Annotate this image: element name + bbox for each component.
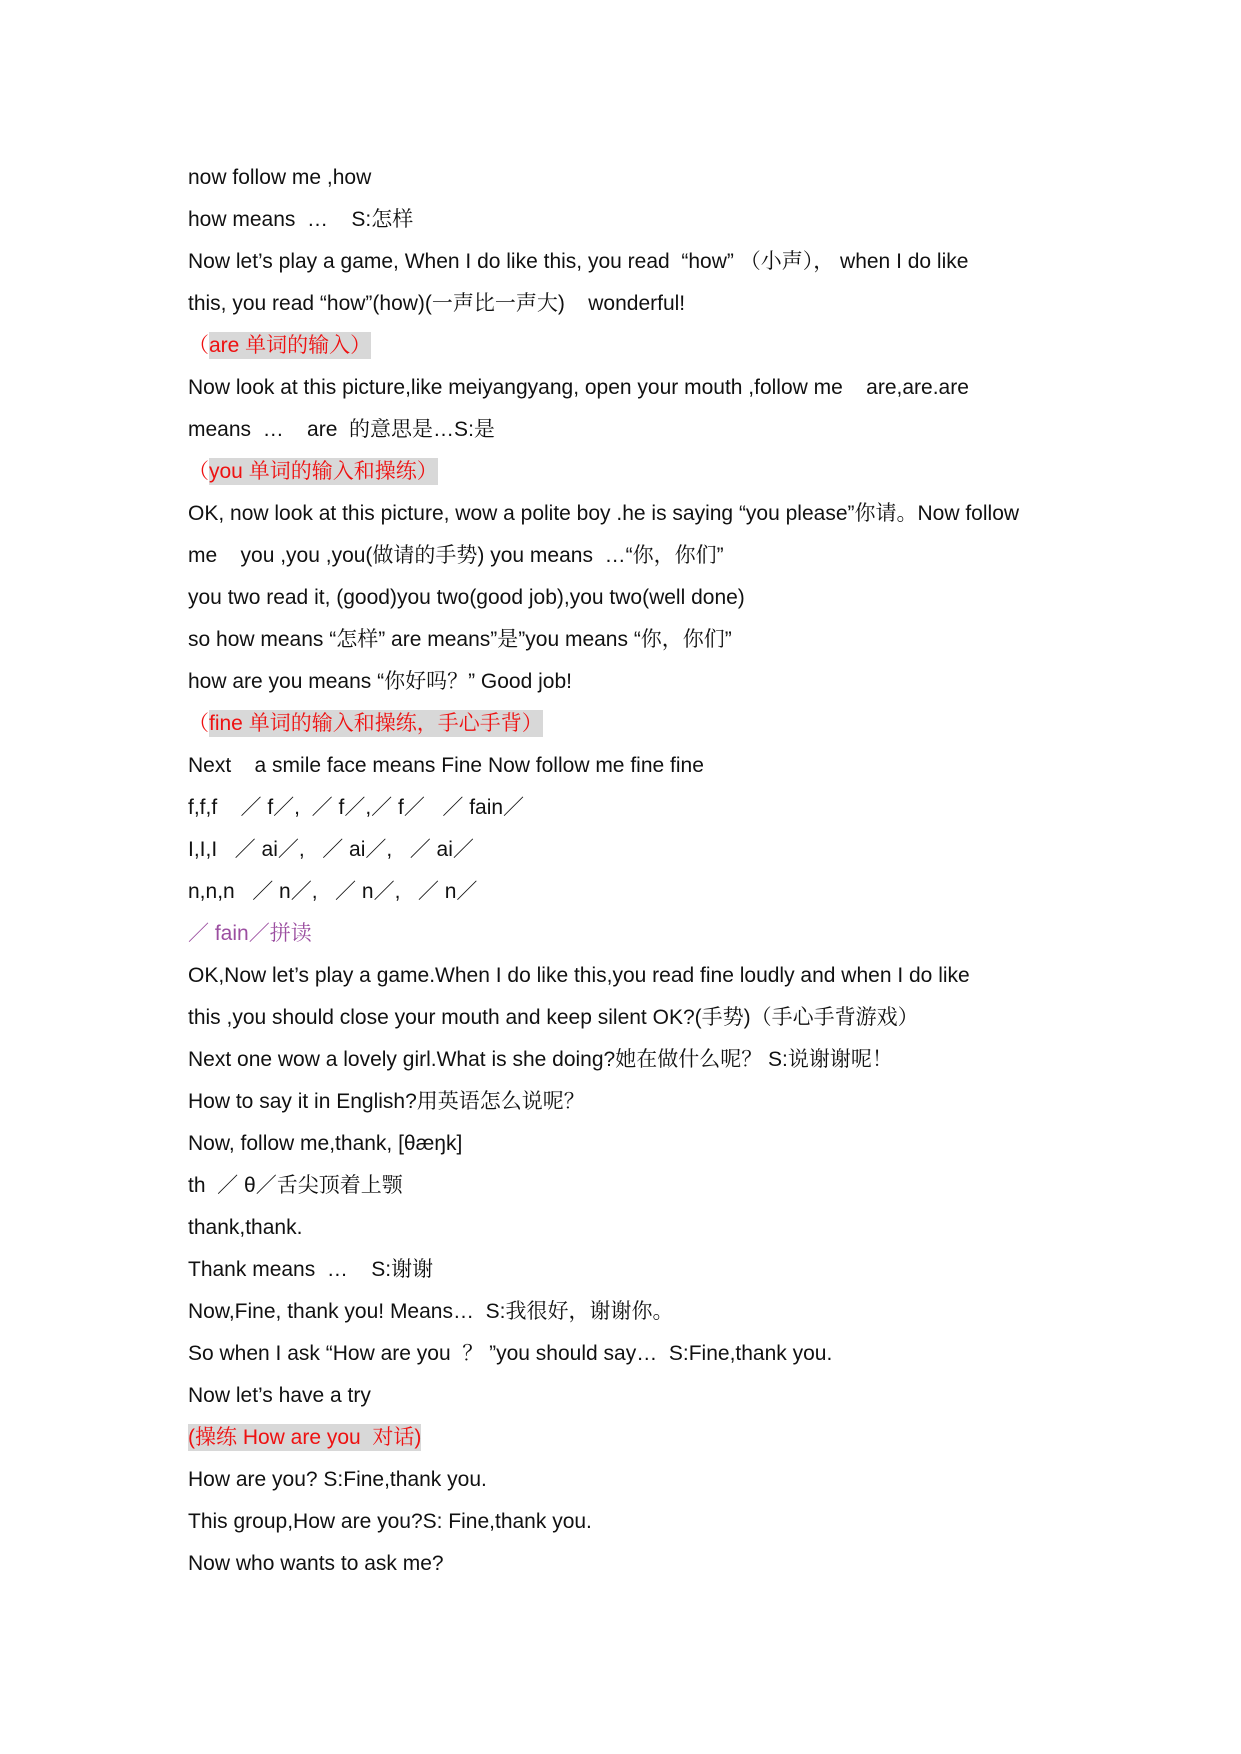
text-line-22: Next one wow a lovely girl.What is she doing?她在做什么呢？ S:说谢谢呢！ <box>188 1048 893 1071</box>
document-body <box>188 157 1068 1585</box>
text-line-9: OK, now look at this picture, wow a polite boy .he is saying “you please”你请。Now follow <box>188 502 1020 525</box>
text-line-2: how means … S:怎样 <box>188 208 414 231</box>
text-line-23: How to say it in English?用英语怎么说呢？ <box>188 1090 585 1113</box>
text-line-27: Thank means … S:谢谢 <box>188 1258 434 1281</box>
phonetic-line-i: I,I,I ／ ai／, ／ ai／, ／ ai／ <box>188 838 474 861</box>
section-heading-are-label: are 单词的输入） <box>209 334 372 357</box>
text-line-3: Now let’s play a game, When I do like this, you read “how” （小声）， when I do like <box>188 250 969 273</box>
phonetic-line-fain: ／ fain／拼读 <box>188 922 312 945</box>
text-line-33: This group,How are you?S: Fine,thank you. <box>188 1510 592 1533</box>
text-line-10: me you ,you ,you(做请的手势) you means …“你，你们” <box>188 544 724 567</box>
text-line-1: now follow me ,how <box>188 166 372 189</box>
phonetic-line-f: f,f,f ／ f／, ／ f／,／ f／ ／ fain／ <box>188 796 525 819</box>
text-line-29: So when I ask “How are you ？ ”you should say… S:Fine,thank you. <box>188 1342 833 1365</box>
text-line-7: means … are 的意思是…S:是 <box>188 418 495 441</box>
text-line-6: Now look at this picture,like meiyangyang, open your mouth ,follow me are,are.are <box>188 376 969 399</box>
phonetic-line-n: n,n,n ／ n／, ／ n／, ／ n／ <box>188 880 478 903</box>
text-line-26: thank,thank. <box>188 1216 303 1239</box>
section-heading-you: （you 单词的输入和操练） <box>188 460 438 483</box>
text-line-21: this ,you should close your mouth and keep silent OK?(手势)（手心手背游戏） <box>188 1006 919 1029</box>
text-line-15: Next a smile face means Fine Now follow me fine fine <box>188 754 704 777</box>
text-line-20: OK,Now let’s play a game.When I do like this,you read fine loudly and when I do like <box>188 964 970 987</box>
phonetic-line-thank: Now, follow me,thank, [θæŋk] <box>188 1132 463 1155</box>
text-line-32: How are you? S:Fine,thank you. <box>188 1468 487 1491</box>
text-line-4: this, you read “how”(how)(一声比一声大) wonderful! <box>188 292 686 315</box>
text-line-30: Now let’s have a try <box>188 1384 371 1407</box>
section-heading-fine: （fine 单词的输入和操练，手心手背） <box>188 712 543 735</box>
section-heading-fine-label: fine 单词的输入和操练，手心手背） <box>209 712 543 735</box>
text-line-34: Now who wants to ask me? <box>188 1552 444 1575</box>
text-line-11: you two read it, (good)you two(good job),you two(well done) <box>188 586 745 609</box>
section-heading-you-label: you 单词的输入和操练） <box>209 460 438 483</box>
text-line-13: how are you means “你好吗？” Good job! <box>188 670 572 693</box>
section-heading-are: （are 单词的输入） <box>188 334 372 357</box>
section-heading-drill-label: (操练 How are you 对话) <box>188 1426 422 1449</box>
section-heading-drill <box>188 1417 1068 1459</box>
text-line-28: Now,Fine, thank you! Means… S:我很好，谢谢你。 <box>188 1300 674 1323</box>
phonetic-line-th: th ／ θ／舌尖顶着上颚 <box>188 1174 403 1197</box>
text-line-12: so how means “怎样” are means”是”you means “你，你们” <box>188 628 732 651</box>
